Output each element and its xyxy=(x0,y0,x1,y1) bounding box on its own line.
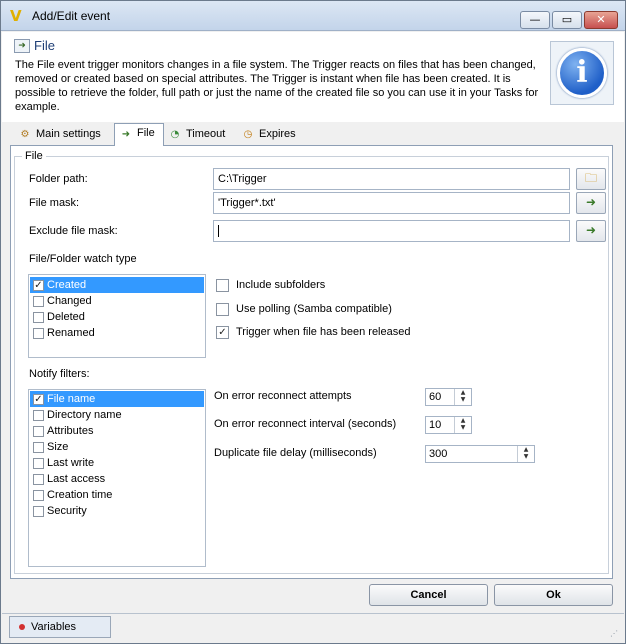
file-mask-variable-button[interactable] xyxy=(576,192,606,214)
list-item[interactable] xyxy=(30,391,204,407)
list-item[interactable] xyxy=(30,309,204,325)
duplicate-delay-stepper[interactable] xyxy=(425,445,535,463)
tab-label: Expires xyxy=(259,128,296,140)
header-title: File xyxy=(34,38,55,53)
tab-label: Main settings xyxy=(36,128,101,140)
title-bar[interactable] xyxy=(1,1,625,31)
checkbox[interactable]: ✓ xyxy=(34,280,43,291)
app-logo-icon: V xyxy=(10,7,22,25)
checkbox[interactable] xyxy=(216,279,229,292)
file-tab-panel xyxy=(10,145,613,579)
minimize-button[interactable]: — xyxy=(520,11,550,29)
checkbox[interactable] xyxy=(33,410,44,421)
option-label: Include subfolders xyxy=(236,279,326,291)
item-label: Created xyxy=(47,279,87,291)
list-item[interactable] xyxy=(30,471,204,487)
checkbox[interactable] xyxy=(33,328,44,339)
list-item[interactable] xyxy=(30,503,204,519)
stepper-arrows-icon[interactable]: ▲ ▼ xyxy=(454,389,471,405)
notify-filters-label: Notify filters: xyxy=(29,368,90,380)
list-item[interactable] xyxy=(30,293,204,309)
reconnect-interval-label: On error reconnect interval (seconds) xyxy=(214,418,397,430)
stepper-arrows-icon[interactable]: ▲ ▼ xyxy=(454,417,471,433)
item-label: Last write xyxy=(47,457,95,469)
insert-variable-icon: ➜ xyxy=(585,223,597,237)
event-header xyxy=(2,32,624,122)
item-label: Security xyxy=(47,505,87,517)
variables-dot-icon xyxy=(19,624,25,630)
status-bar xyxy=(2,613,624,643)
expire-clock-icon: ◷ xyxy=(243,129,253,140)
item-label: File name xyxy=(47,393,96,405)
reconnect-interval-stepper[interactable] xyxy=(425,416,472,434)
tab-main-settings[interactable] xyxy=(14,125,112,145)
variables-label: Variables xyxy=(31,621,77,633)
browse-folder-button[interactable] xyxy=(576,168,606,190)
text-cursor xyxy=(218,225,219,237)
watch-type-label: File/Folder watch type xyxy=(29,253,137,265)
maximize-button[interactable]: ▭ xyxy=(552,11,582,29)
checkbox[interactable]: ✓ xyxy=(216,326,229,339)
file-mask-input[interactable]: 'Trigger*.txt' xyxy=(213,192,570,214)
item-label: Size xyxy=(47,441,69,453)
item-label: Changed xyxy=(47,295,92,307)
file-mask-label: File mask: xyxy=(29,197,80,209)
group-title: File xyxy=(22,150,46,162)
checkbox[interactable]: ✓ xyxy=(34,394,43,405)
item-label: Creation time xyxy=(47,489,113,501)
item-label: Attributes xyxy=(47,425,94,437)
list-item[interactable] xyxy=(30,423,204,439)
folder-icon: 🗀 xyxy=(584,171,597,185)
folder-path-input[interactable]: C:\Trigger xyxy=(213,168,570,190)
ok-button[interactable]: Ok xyxy=(494,584,613,606)
stepper-arrows-icon[interactable]: ▲ ▼ xyxy=(517,446,534,462)
list-item[interactable] xyxy=(30,325,204,341)
variables-tab[interactable] xyxy=(9,616,111,638)
tab-timeout[interactable] xyxy=(164,125,236,145)
list-item[interactable] xyxy=(30,455,204,471)
option-label: Use polling (Samba compatible) xyxy=(236,303,392,315)
checkbox[interactable] xyxy=(33,506,44,517)
checkbox[interactable] xyxy=(33,474,44,485)
watch-type-list[interactable] xyxy=(28,274,206,358)
checkbox[interactable] xyxy=(33,442,44,453)
resize-grip-icon[interactable]: ⋰ xyxy=(610,629,618,638)
checkbox[interactable] xyxy=(216,303,229,316)
exclude-mask-variable-button[interactable] xyxy=(576,220,606,242)
file-event-icon: ➜ xyxy=(14,39,30,53)
item-label: Last access xyxy=(47,473,106,485)
cancel-button[interactable]: Cancel xyxy=(369,584,488,606)
clock-icon: ◔ xyxy=(170,129,180,140)
tab-expires[interactable] xyxy=(237,125,305,145)
gears-icon: ⚙ xyxy=(20,129,30,140)
checkbox[interactable] xyxy=(33,458,44,469)
stepper-value: 10 xyxy=(429,419,442,431)
stepper-value: 60 xyxy=(429,391,442,403)
list-item[interactable] xyxy=(30,439,204,455)
tab-strip xyxy=(10,123,610,145)
notify-filters-list[interactable] xyxy=(28,389,206,567)
exclude-mask-input[interactable] xyxy=(213,220,570,242)
tab-label: File xyxy=(137,127,155,139)
window-title: Add/Edit event xyxy=(32,9,111,23)
reconnect-attempts-label: On error reconnect attempts xyxy=(214,390,352,402)
tab-label: Timeout xyxy=(186,128,226,140)
duplicate-delay-label: Duplicate file delay (milliseconds) xyxy=(214,447,377,459)
checkbox[interactable] xyxy=(33,426,44,437)
item-label: Directory name xyxy=(47,409,122,421)
checkbox[interactable] xyxy=(33,296,44,307)
stepper-value: 300 xyxy=(429,448,448,460)
include-subfolders-checkbox[interactable] xyxy=(216,278,325,292)
info-panel xyxy=(550,41,614,105)
list-item[interactable] xyxy=(30,407,204,423)
trigger-released-checkbox[interactable] xyxy=(216,325,410,339)
folder-path-label: Folder path: xyxy=(29,173,88,185)
list-item[interactable] xyxy=(30,277,204,293)
exclude-mask-label: Exclude file mask: xyxy=(29,225,118,237)
close-button[interactable]: ✕ xyxy=(584,11,618,29)
file-arrow-icon: ➜ xyxy=(121,129,131,140)
checkbox[interactable] xyxy=(33,490,44,501)
checkbox[interactable] xyxy=(33,312,44,323)
item-label: Deleted xyxy=(47,311,85,323)
tab-file[interactable] xyxy=(114,123,164,146)
reconnect-attempts-stepper[interactable] xyxy=(425,388,472,406)
option-label: Trigger when file has been released xyxy=(236,326,411,338)
insert-variable-icon: ➜ xyxy=(585,195,597,209)
info-icon: i xyxy=(557,48,607,98)
use-polling-checkbox[interactable] xyxy=(216,302,392,316)
item-label: Renamed xyxy=(47,327,95,339)
list-item[interactable] xyxy=(30,487,204,503)
header-description: The File event trigger monitors changes in a file system. The Trigger reacts on files that has been changed, removed or created based on special attributes. The Trigger is instant when file has been created. It is possible to retrieve the folder, full path or just the name of the created file so you can use it in your Tasks for example. xyxy=(15,59,539,113)
